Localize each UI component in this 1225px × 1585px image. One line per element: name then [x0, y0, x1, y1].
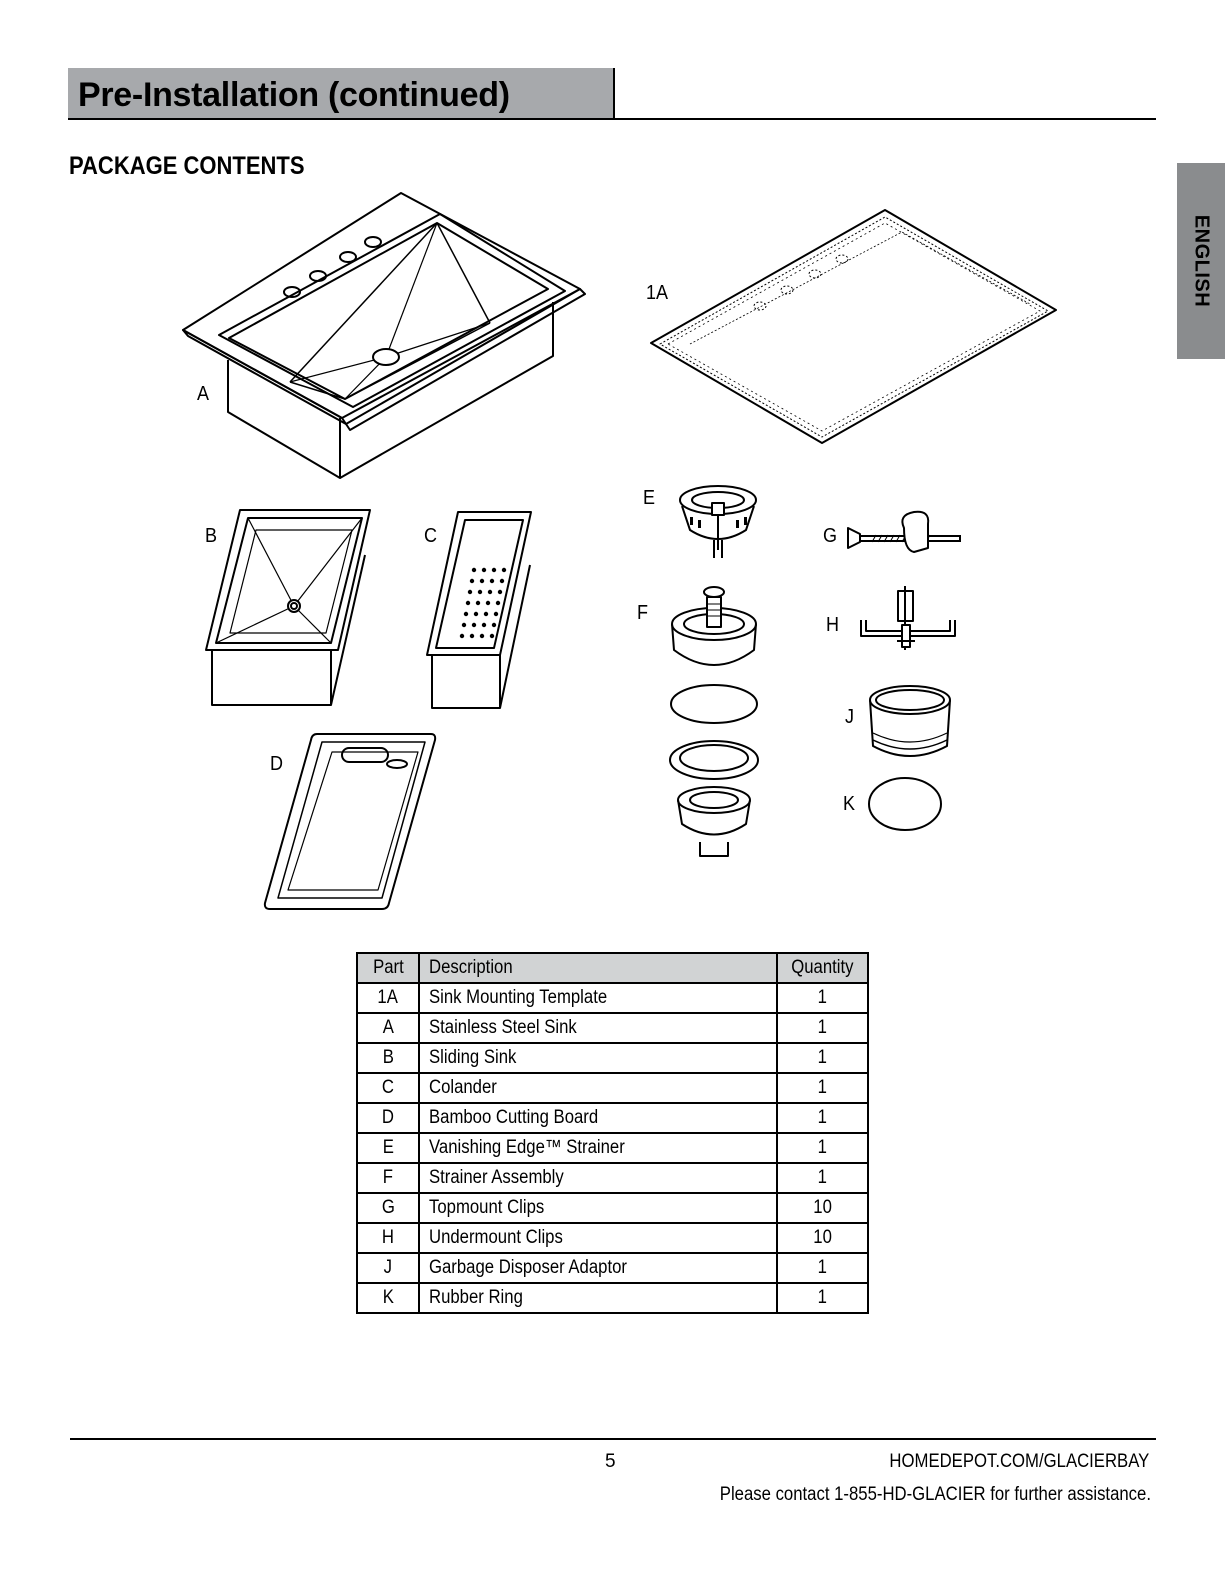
- footer-contact: Please contact 1-855-HD-GLACIER for further assistance.: [719, 1484, 1151, 1505]
- part-code: H: [381, 1227, 395, 1248]
- table-row: [357, 983, 868, 1013]
- table-row: [357, 1043, 868, 1073]
- part-quantity: 1: [817, 1167, 828, 1188]
- parts-table: [356, 952, 869, 1314]
- part-description: Vanishing Edge™ Strainer: [429, 1137, 625, 1158]
- label-c: C: [424, 525, 438, 547]
- part-code: B: [382, 1047, 394, 1068]
- part-quantity: 1: [817, 1107, 828, 1128]
- table-row: [357, 1223, 868, 1253]
- table-header-row: [357, 953, 868, 983]
- part-description: Sink Mounting Template: [429, 987, 608, 1008]
- part-code: C: [381, 1077, 395, 1098]
- bamboo-cutting-board-drawing: [265, 734, 435, 909]
- footer-url: HOMEDEPOT.COM/GLACIERBAY: [889, 1451, 1149, 1472]
- part-code: D: [381, 1107, 395, 1128]
- footer-rule: [70, 1438, 1156, 1440]
- label-g: G: [823, 525, 838, 547]
- label-j: J: [845, 706, 854, 728]
- stainless-steel-sink-drawing: [183, 193, 585, 478]
- part-quantity: 1: [817, 1077, 828, 1098]
- part-description: Stainless Steel Sink: [429, 1017, 577, 1038]
- label-1a: 1A: [646, 282, 669, 304]
- colander-drawing: [427, 512, 531, 708]
- part-code: K: [382, 1287, 394, 1308]
- part-code: E: [382, 1137, 394, 1158]
- table-row: [357, 1163, 868, 1193]
- part-quantity: 10: [813, 1227, 832, 1248]
- label-b: B: [205, 525, 218, 547]
- part-description: Sliding Sink: [429, 1047, 517, 1068]
- table-row: [357, 1193, 868, 1223]
- table-row: [357, 1013, 868, 1043]
- label-a: A: [197, 383, 210, 405]
- strainer-assembly-drawing: [670, 587, 758, 856]
- label-h: H: [826, 614, 840, 636]
- header-part: Part: [357, 953, 419, 983]
- sink-mounting-template-drawing: [651, 210, 1056, 443]
- page-title: Pre-Installation (continued): [78, 76, 510, 114]
- language-tab-label: ENGLISH: [1190, 214, 1213, 308]
- part-quantity: 1: [817, 1287, 828, 1308]
- part-code: 1A: [377, 987, 399, 1008]
- topmount-clip-drawing: [848, 512, 960, 552]
- section-heading: PACKAGE CONTENTS: [69, 152, 305, 180]
- undermount-clip-drawing: [861, 586, 955, 650]
- part-code: G: [381, 1197, 395, 1218]
- part-code: J: [383, 1257, 393, 1278]
- page-number: 5: [605, 1451, 616, 1472]
- vanishing-edge-strainer-drawing: [680, 486, 756, 558]
- part-quantity: 1: [817, 1137, 828, 1158]
- table-row: [357, 1133, 868, 1163]
- table-row: [357, 1283, 868, 1313]
- part-description: Colander: [429, 1077, 497, 1098]
- table-row: [357, 1253, 868, 1283]
- part-description: Strainer Assembly: [429, 1167, 564, 1188]
- part-description: Garbage Disposer Adaptor: [429, 1257, 627, 1278]
- part-quantity: 1: [817, 1257, 828, 1278]
- part-code: A: [382, 1017, 394, 1038]
- label-k: K: [843, 793, 856, 815]
- label-f: F: [637, 602, 648, 624]
- part-description: Rubber Ring: [429, 1287, 523, 1308]
- part-description: Topmount Clips: [429, 1197, 545, 1218]
- part-code: F: [382, 1167, 394, 1188]
- table-row: [357, 1103, 868, 1133]
- label-e: E: [643, 487, 656, 509]
- table-row: [357, 1073, 868, 1103]
- part-description: Undermount Clips: [429, 1227, 563, 1248]
- part-quantity: 1: [817, 987, 828, 1008]
- rubber-ring-drawing: [869, 778, 941, 830]
- part-description: Bamboo Cutting Board: [429, 1107, 599, 1128]
- part-quantity: 1: [817, 1047, 828, 1068]
- sliding-sink-drawing: [206, 510, 370, 705]
- label-d: D: [270, 753, 284, 775]
- header-quantity: Quantity: [777, 953, 868, 983]
- part-quantity: 1: [817, 1017, 828, 1038]
- garbage-disposer-adaptor-drawing: [870, 686, 950, 756]
- header-description: Description: [419, 953, 777, 983]
- part-quantity: 10: [813, 1197, 832, 1218]
